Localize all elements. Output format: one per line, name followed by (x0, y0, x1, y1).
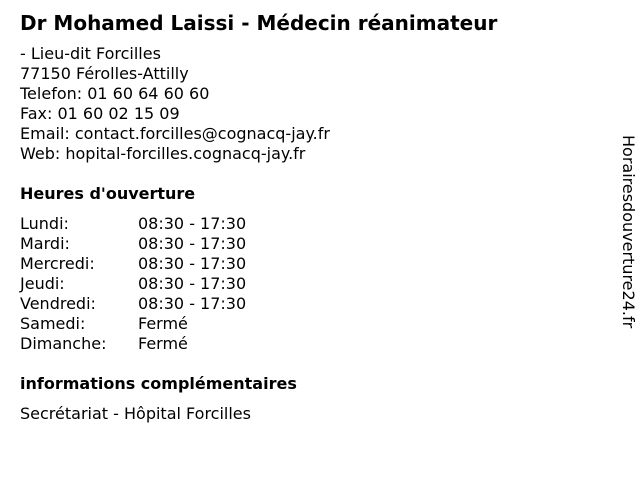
hours-row-friday (20, 294, 246, 314)
site-brand-vertical: Horairesdouverture24.fr (619, 135, 638, 329)
hours-day: Mercredi: (20, 254, 95, 273)
hours-day: Mardi: (20, 234, 70, 253)
phone-number: Telefon: 01 60 64 60 60 (20, 84, 210, 103)
hours-row-saturday (20, 314, 246, 334)
contact-block (20, 44, 330, 164)
address-line-1: - Lieu-dit Forcilles (20, 44, 161, 63)
hours-time: 08:30 - 17:30 (138, 294, 247, 313)
hours-day: Jeudi: (20, 274, 65, 293)
hours-row-monday (20, 214, 246, 234)
hours-time: 08:30 - 17:30 (138, 274, 247, 293)
hours-row-tuesday (20, 234, 246, 254)
hours-day: Dimanche: (20, 334, 107, 353)
page-title: Dr Mohamed Laissi - Médecin réanimateur (20, 11, 498, 35)
hours-row-wednesday (20, 254, 246, 274)
fax-number: Fax: 01 60 02 15 09 (20, 104, 180, 123)
additional-info-text: Secrétariat - Hôpital Forcilles (20, 404, 251, 423)
email-address: Email: contact.forcilles@cognacq-jay.fr (20, 124, 330, 143)
hours-time: Fermé (138, 314, 188, 333)
opening-hours-table (20, 214, 246, 354)
hours-time: Fermé (138, 334, 188, 353)
hours-day: Lundi: (20, 214, 69, 233)
hours-time: 08:30 - 17:30 (138, 214, 247, 233)
hours-row-sunday (20, 334, 246, 354)
opening-hours-heading: Heures d'ouverture (20, 184, 196, 203)
additional-info-heading: informations complémentaires (20, 374, 297, 393)
hours-time: 08:30 - 17:30 (138, 234, 247, 253)
hours-row-thursday (20, 274, 246, 294)
hours-day: Samedi: (20, 314, 86, 333)
hours-time: 08:30 - 17:30 (138, 254, 247, 273)
address-line-2: 77150 Férolles-Attilly (20, 64, 189, 83)
website-address: Web: hopital-forcilles.cognacq-jay.fr (20, 144, 306, 163)
hours-day: Vendredi: (20, 294, 96, 313)
